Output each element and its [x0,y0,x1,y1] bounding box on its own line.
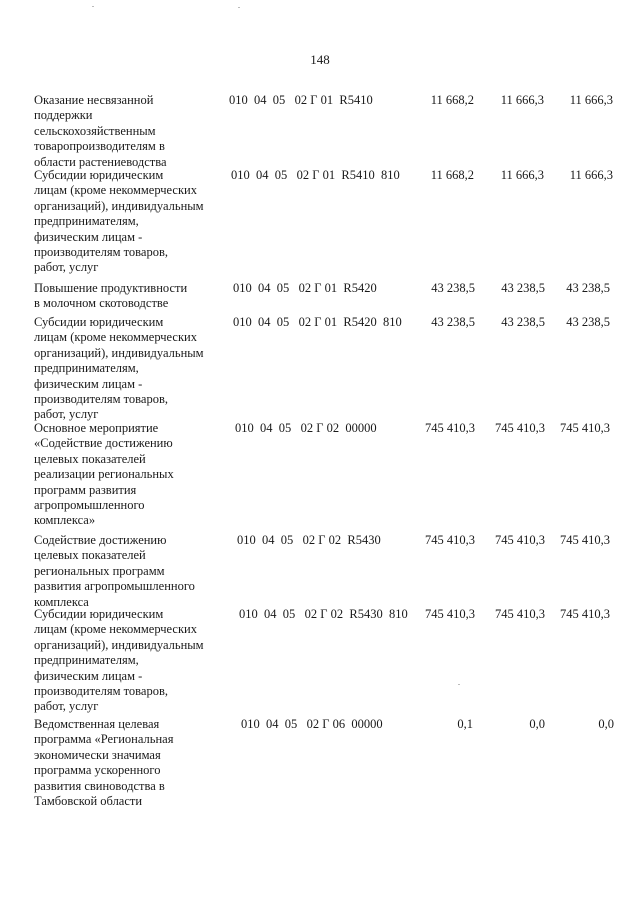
value-col-3: 11 666,3 [569,168,613,182]
value-col-1: 0,1 [457,717,473,731]
value-col-1: 745 410,3 [425,607,475,621]
value-col-2: 745 410,3 [495,533,545,547]
scan-speck [458,684,460,685]
value-col-3: 43 238,5 [566,315,610,329]
row-description: Субсидии юридическим лицам (кроме некоммерческих организаций), индивидуальным предпринимателям, физическим лицам - производителям товаров, работ, услуг [34,607,204,714]
scan-speck [92,6,94,7]
row-description: Оказание несвязанной поддержки сельскохозяйственным товаропроизводителям в области растениеводства [34,93,167,169]
value-col-1: 11 668,2 [430,168,474,182]
row-code: 010 04 05 02 Г 01 R5420 810 [233,315,402,329]
value-col-1: 43 238,5 [431,315,475,329]
scan-speck [238,7,240,8]
row-description: Субсидии юридическим лицам (кроме некоммерческих организаций), индивидуальным предпринимателям, физическим лицам - производителям товаров, работ, услуг [34,315,204,422]
row-description: Содействие достижению целевых показателей региональных программ развития агропромышленного комплекса [34,533,195,609]
value-col-3: 43 238,5 [566,281,610,295]
value-col-2: 11 666,3 [500,93,544,107]
value-col-1: 745 410,3 [425,421,475,435]
value-col-2: 0,0 [529,717,545,731]
value-col-2: 745 410,3 [495,607,545,621]
value-col-2: 745 410,3 [495,421,545,435]
row-code: 010 04 05 02 Г 02 00000 [235,421,377,435]
row-code: 010 04 05 02 Г 02 R5430 [237,533,381,547]
value-col-3: 11 666,3 [569,93,613,107]
value-col-3: 745 410,3 [560,421,610,435]
row-code: 010 04 05 02 Г 02 R5430 810 [239,607,408,621]
row-description: Повышение продуктивности в молочном скотоводстве [34,281,188,311]
row-code: 010 04 05 02 Г 06 00000 [241,717,383,731]
value-col-2: 11 666,3 [500,168,544,182]
row-code: 010 04 05 02 Г 01 R5410 810 [231,168,400,182]
value-col-1: 745 410,3 [425,533,475,547]
value-col-3: 745 410,3 [560,533,610,547]
value-col-1: 11 668,2 [430,93,474,107]
page-number: 148 [310,52,330,67]
value-col-3: 745 410,3 [560,607,610,621]
row-description: Основное мероприятие «Содействие достижению целевых показателей реализации региональных программ развития агропромышленного комплекса» [34,421,174,528]
row-description: Субсидии юридическим лицам (кроме некоммерческих организаций), индивидуальным предпринимателям, физическим лицам - производителям товаров, работ, услуг [34,168,204,275]
value-col-2: 43 238,5 [501,281,545,295]
row-description: Ведомственная целевая программа «Региональная экономически значимая программа ускоренного развития свиноводства в Тамбовской области [34,717,174,809]
row-code: 010 04 05 02 Г 01 R5410 [229,93,373,107]
value-col-3: 0,0 [598,717,614,731]
value-col-1: 43 238,5 [431,281,475,295]
value-col-2: 43 238,5 [501,315,545,329]
row-code: 010 04 05 02 Г 01 R5420 [233,281,377,295]
